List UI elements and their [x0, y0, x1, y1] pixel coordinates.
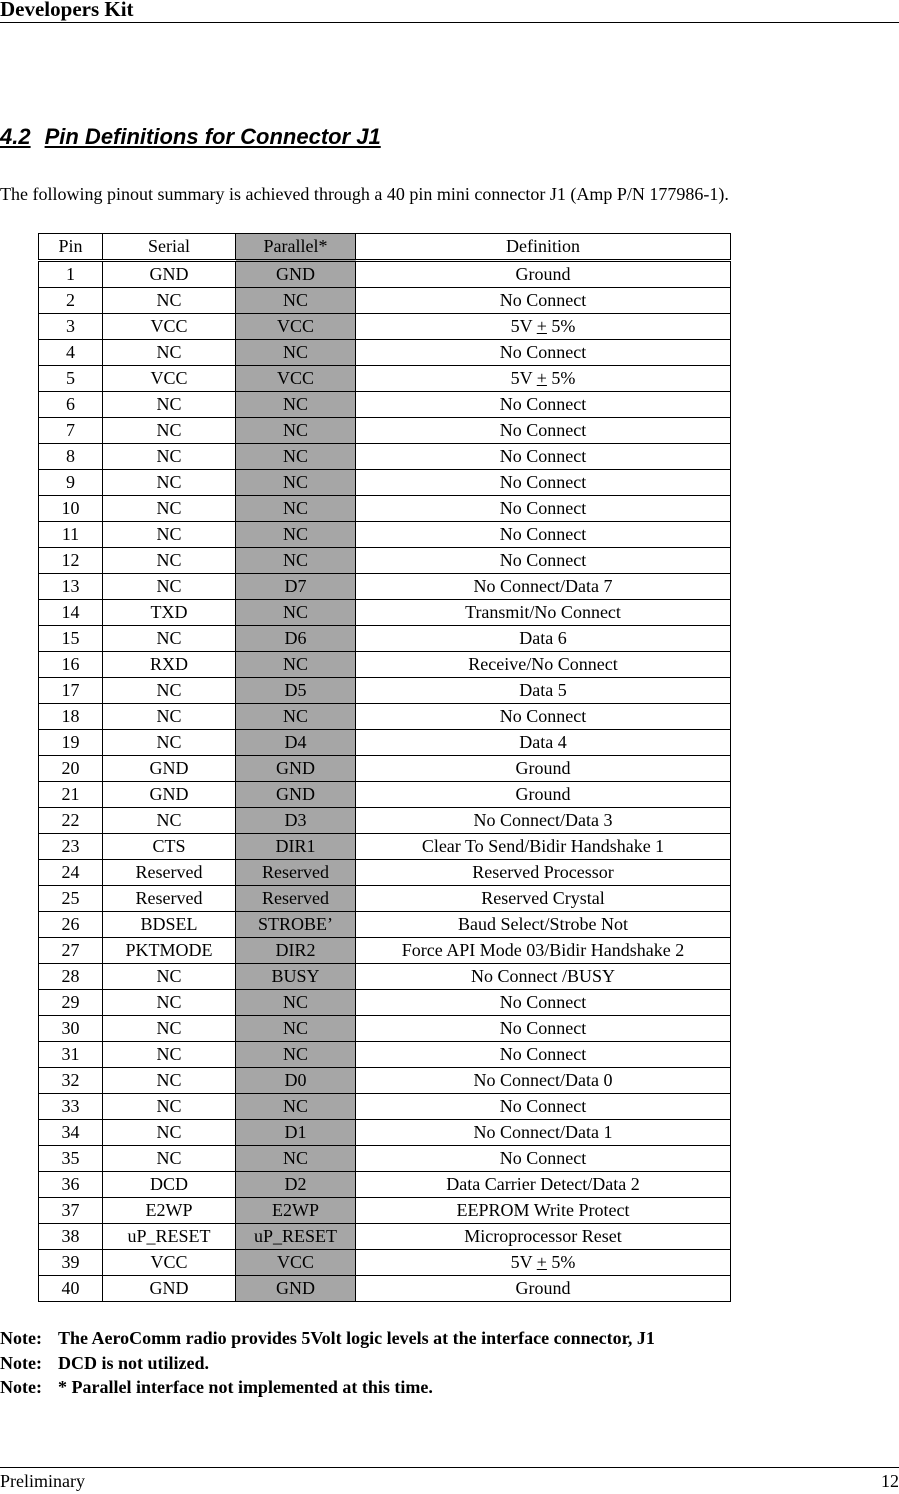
cell-parallel: NC [236, 704, 356, 730]
table-row [39, 730, 731, 756]
header-title: Developers Kit [0, 0, 134, 21]
cell-serial: NC [103, 1120, 236, 1146]
cell-pin: 12 [39, 548, 103, 574]
table-row [39, 392, 731, 418]
cell-parallel: DIR1 [236, 834, 356, 860]
cell-pin: 37 [39, 1198, 103, 1224]
cell-serial: RXD [103, 652, 236, 678]
note-label: Note: [0, 1352, 42, 1373]
cell-serial: TXD [103, 600, 236, 626]
cell-definition: No Connect [356, 522, 731, 548]
table-row [39, 1276, 731, 1302]
note-3 [0, 1375, 655, 1400]
cell-parallel: VCC [236, 314, 356, 340]
cell-pin: 1 [39, 261, 103, 288]
note-label: Note: [0, 1377, 42, 1397]
table-row [39, 860, 731, 886]
cell-serial: NC [103, 470, 236, 496]
cell-serial: NC [103, 678, 236, 704]
cell-definition: EEPROM Write Protect [356, 1198, 731, 1224]
cell-definition: Reserved Crystal [356, 886, 731, 912]
cell-definition: No Connect /BUSY [356, 964, 731, 990]
cell-pin: 2 [39, 288, 103, 314]
cell-pin: 35 [39, 1146, 103, 1172]
plus-minus-sign: + [536, 316, 547, 336]
table-body [39, 261, 731, 1302]
note-text: DCD is not utilized. [58, 1352, 210, 1373]
section-title: Pin Definitions for Connector J1 [44, 124, 381, 149]
cell-pin: 5 [39, 366, 103, 392]
cell-serial: NC [103, 1042, 236, 1068]
cell-serial: NC [103, 1016, 236, 1042]
cell-definition: No Connect [356, 288, 731, 314]
table-row [39, 600, 731, 626]
cell-serial: NC [103, 418, 236, 444]
cell-pin: 23 [39, 834, 103, 860]
cell-definition: No Connect [356, 704, 731, 730]
table-row [39, 496, 731, 522]
cell-parallel: E2WP [236, 1198, 356, 1224]
cell-serial: NC [103, 1146, 236, 1172]
table-row [39, 444, 731, 470]
cell-definition: Data 6 [356, 626, 731, 652]
cell-definition: No Connect [356, 1016, 731, 1042]
table-row [39, 808, 731, 834]
cell-parallel: D4 [236, 730, 356, 756]
cell-serial: NC [103, 1068, 236, 1094]
cell-definition: Microprocessor Reset [356, 1224, 731, 1250]
note-1 [0, 1326, 655, 1351]
table-row [39, 418, 731, 444]
cell-parallel: NC [236, 1016, 356, 1042]
cell-pin: 16 [39, 652, 103, 678]
plus-minus-sign: + [536, 1252, 547, 1272]
cell-serial: NC [103, 340, 236, 366]
table-row [39, 886, 731, 912]
cell-parallel: VCC [236, 1250, 356, 1276]
cell-pin: 6 [39, 392, 103, 418]
table-row [39, 366, 731, 392]
cell-definition: No Connect [356, 1146, 731, 1172]
cell-pin: 13 [39, 574, 103, 600]
cell-serial: NC [103, 730, 236, 756]
plus-minus-sign: + [536, 368, 547, 388]
cell-pin: 40 [39, 1276, 103, 1302]
cell-definition: Transmit/No Connect [356, 600, 731, 626]
table-row [39, 834, 731, 860]
cell-definition: No Connect [356, 444, 731, 470]
table-row [39, 288, 731, 314]
cell-definition: No Connect [356, 496, 731, 522]
cell-definition: Ground [356, 782, 731, 808]
table-row [39, 261, 731, 288]
cell-definition: No Connect/Data 0 [356, 1068, 731, 1094]
cell-pin: 38 [39, 1224, 103, 1250]
cell-parallel: NC [236, 522, 356, 548]
cell-definition: 5V + 5% [356, 1250, 731, 1276]
cell-parallel: NC [236, 392, 356, 418]
table-row [39, 470, 731, 496]
cell-serial: VCC [103, 314, 236, 340]
cell-definition: Clear To Send/Bidir Handshake 1 [356, 834, 731, 860]
cell-serial: NC [103, 990, 236, 1016]
cell-serial: NC [103, 1094, 236, 1120]
cell-serial: NC [103, 704, 236, 730]
cell-serial: CTS [103, 834, 236, 860]
header-parallel: Parallel* [236, 234, 356, 261]
table-row [39, 340, 731, 366]
cell-serial: GND [103, 261, 236, 288]
cell-serial: NC [103, 496, 236, 522]
cell-serial: NC [103, 808, 236, 834]
cell-definition: No Connect/Data 7 [356, 574, 731, 600]
table-row [39, 782, 731, 808]
note-label: Note: [0, 1328, 42, 1348]
table-row [39, 1042, 731, 1068]
intro-paragraph: The following pinout summary is achieved through a 40 pin mini connector J1 (Amp P/N 177986-1). [0, 184, 729, 204]
cell-serial: Reserved [103, 886, 236, 912]
cell-serial: BDSEL [103, 912, 236, 938]
table-row [39, 912, 731, 938]
cell-pin: 28 [39, 964, 103, 990]
cell-definition: No Connect [356, 418, 731, 444]
cell-parallel: NC [236, 444, 356, 470]
cell-parallel: D7 [236, 574, 356, 600]
cell-pin: 22 [39, 808, 103, 834]
cell-definition: Ground [356, 1276, 731, 1302]
table-row [39, 756, 731, 782]
cell-pin: 27 [39, 938, 103, 964]
table-row [39, 574, 731, 600]
note-text: The AeroComm radio provides 5Volt logic levels at the interface connector, J1 [58, 1328, 655, 1348]
cell-parallel: D0 [236, 1068, 356, 1094]
cell-definition: Ground [356, 756, 731, 782]
cell-parallel: NC [236, 600, 356, 626]
cell-definition: No Connect [356, 392, 731, 418]
cell-parallel: NC [236, 288, 356, 314]
cell-serial: NC [103, 626, 236, 652]
cell-pin: 8 [39, 444, 103, 470]
cell-serial: NC [103, 548, 236, 574]
cell-pin: 36 [39, 1172, 103, 1198]
cell-definition: No Connect [356, 470, 731, 496]
cell-definition: Baud Select/Strobe Not [356, 912, 731, 938]
table-row [39, 1016, 731, 1042]
cell-parallel: Reserved [236, 886, 356, 912]
cell-parallel: NC [236, 1042, 356, 1068]
cell-definition: 5V + 5% [356, 366, 731, 392]
table-row [39, 964, 731, 990]
cell-definition: 5V + 5% [356, 314, 731, 340]
cell-serial: NC [103, 444, 236, 470]
cell-definition: No Connect [356, 1094, 731, 1120]
table-row [39, 548, 731, 574]
table-row [39, 314, 731, 340]
cell-parallel: GND [236, 756, 356, 782]
cell-serial: uP_RESET [103, 1224, 236, 1250]
cell-parallel: NC [236, 1146, 356, 1172]
cell-definition: Force API Mode 03/Bidir Handshake 2 [356, 938, 731, 964]
cell-definition: Receive/No Connect [356, 652, 731, 678]
table-row [39, 938, 731, 964]
cell-pin: 29 [39, 990, 103, 1016]
cell-pin: 11 [39, 522, 103, 548]
cell-pin: 4 [39, 340, 103, 366]
cell-pin: 34 [39, 1120, 103, 1146]
cell-serial: GND [103, 782, 236, 808]
cell-parallel: D2 [236, 1172, 356, 1198]
cell-parallel: D1 [236, 1120, 356, 1146]
cell-pin: 18 [39, 704, 103, 730]
cell-definition: No Connect/Data 3 [356, 808, 731, 834]
header-pin: Pin [39, 234, 103, 261]
cell-pin: 17 [39, 678, 103, 704]
cell-serial: NC [103, 288, 236, 314]
table-row [39, 522, 731, 548]
cell-parallel: GND [236, 261, 356, 288]
cell-serial: GND [103, 1276, 236, 1302]
cell-parallel: D6 [236, 626, 356, 652]
cell-serial: NC [103, 522, 236, 548]
cell-definition: No Connect [356, 548, 731, 574]
notes [0, 1326, 655, 1400]
table-row [39, 990, 731, 1016]
cell-serial: Reserved [103, 860, 236, 886]
table-row [39, 1146, 731, 1172]
table-row [39, 1250, 731, 1276]
cell-definition: No Connect/Data 1 [356, 1120, 731, 1146]
table-row [39, 704, 731, 730]
cell-parallel: NC [236, 652, 356, 678]
note-2 [0, 1351, 655, 1376]
cell-pin: 15 [39, 626, 103, 652]
cell-serial: GND [103, 756, 236, 782]
cell-parallel: NC [236, 990, 356, 1016]
cell-serial: DCD [103, 1172, 236, 1198]
section-number: 4.2 [0, 124, 31, 149]
note-text: * Parallel interface not implemented at this time. [58, 1377, 433, 1397]
cell-parallel: BUSY [236, 964, 356, 990]
table-row [39, 1198, 731, 1224]
cell-pin: 39 [39, 1250, 103, 1276]
cell-parallel: NC [236, 340, 356, 366]
header-definition: Definition [356, 234, 731, 261]
cell-serial: E2WP [103, 1198, 236, 1224]
page-number: 12 [881, 1471, 899, 1491]
cell-pin: 31 [39, 1042, 103, 1068]
cell-definition: Data Carrier Detect/Data 2 [356, 1172, 731, 1198]
section-heading [0, 124, 381, 150]
cell-pin: 10 [39, 496, 103, 522]
cell-pin: 3 [39, 314, 103, 340]
cell-parallel: NC [236, 548, 356, 574]
table-row [39, 1094, 731, 1120]
cell-parallel: NC [236, 496, 356, 522]
cell-pin: 33 [39, 1094, 103, 1120]
footer-status: Preliminary [0, 1471, 85, 1491]
cell-serial: NC [103, 574, 236, 600]
page-footer [0, 1467, 899, 1491]
header-serial: Serial [103, 234, 236, 261]
cell-serial: NC [103, 964, 236, 990]
table-row [39, 1172, 731, 1198]
cell-serial: PKTMODE [103, 938, 236, 964]
cell-pin: 14 [39, 600, 103, 626]
cell-definition: No Connect [356, 990, 731, 1016]
cell-parallel: STROBE’ [236, 912, 356, 938]
table-row [39, 626, 731, 652]
cell-definition: Data 4 [356, 730, 731, 756]
table-row [39, 1120, 731, 1146]
cell-definition: Data 5 [356, 678, 731, 704]
cell-pin: 25 [39, 886, 103, 912]
cell-pin: 19 [39, 730, 103, 756]
table-row [39, 678, 731, 704]
page-header [0, 0, 899, 23]
cell-pin: 9 [39, 470, 103, 496]
cell-parallel: NC [236, 1094, 356, 1120]
cell-definition: Ground [356, 261, 731, 288]
cell-pin: 26 [39, 912, 103, 938]
cell-pin: 20 [39, 756, 103, 782]
cell-definition: No Connect [356, 1042, 731, 1068]
cell-parallel: DIR2 [236, 938, 356, 964]
cell-pin: 24 [39, 860, 103, 886]
cell-pin: 7 [39, 418, 103, 444]
cell-pin: 21 [39, 782, 103, 808]
table-header-row [39, 234, 731, 261]
cell-parallel: GND [236, 1276, 356, 1302]
cell-parallel: D3 [236, 808, 356, 834]
cell-pin: 30 [39, 1016, 103, 1042]
cell-pin: 32 [39, 1068, 103, 1094]
cell-definition: No Connect [356, 340, 731, 366]
cell-serial: VCC [103, 366, 236, 392]
table-row [39, 1224, 731, 1250]
cell-definition: Reserved Processor [356, 860, 731, 886]
cell-serial: NC [103, 392, 236, 418]
cell-parallel: VCC [236, 366, 356, 392]
pin-definitions-table [38, 233, 731, 1302]
cell-parallel: NC [236, 470, 356, 496]
cell-parallel: D5 [236, 678, 356, 704]
cell-parallel: Reserved [236, 860, 356, 886]
cell-parallel: NC [236, 418, 356, 444]
cell-parallel: GND [236, 782, 356, 808]
table-row [39, 652, 731, 678]
cell-serial: VCC [103, 1250, 236, 1276]
cell-parallel: uP_RESET [236, 1224, 356, 1250]
table-row [39, 1068, 731, 1094]
